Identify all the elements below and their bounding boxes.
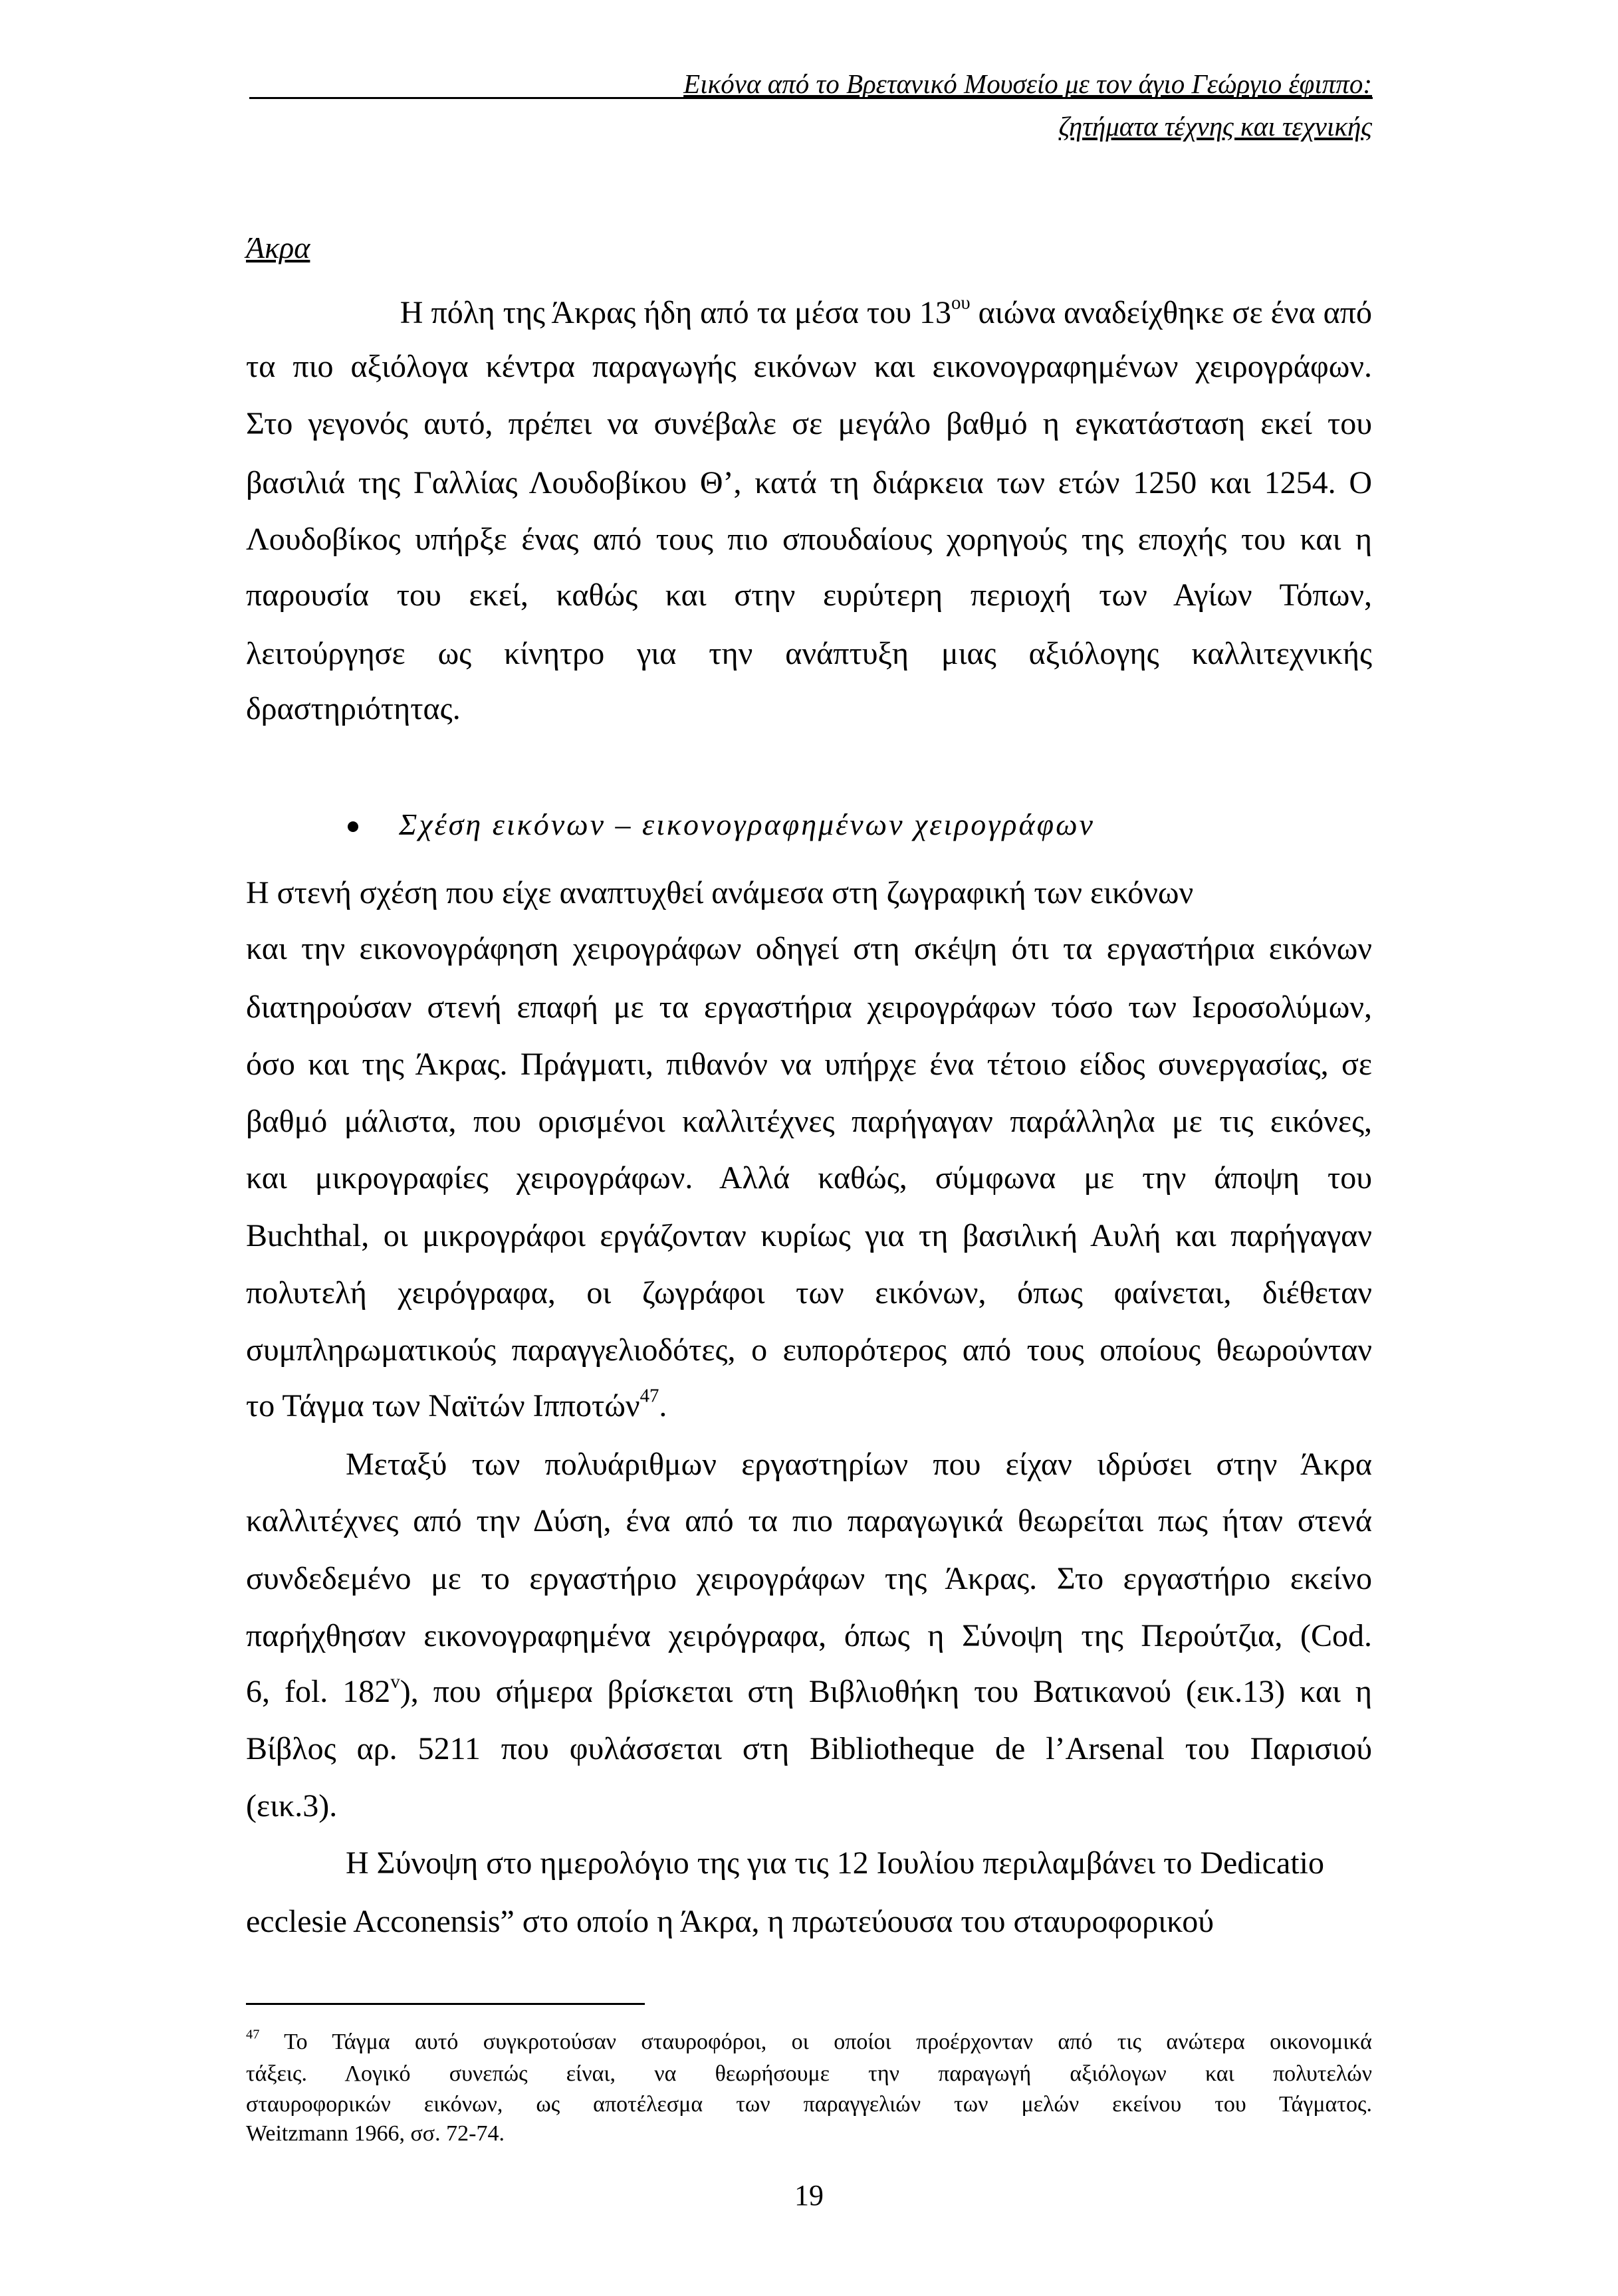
bullet-icon [348, 821, 358, 832]
para3-line6: Βίβλος αρ. 5211 που φυλάσσεται στη Bibliotheque de l’Arsenal του Παρισιού [246, 1731, 1372, 1766]
para3-line2: καλλιτέχνες από την Δύση, ένα από τα πιο παραγωγικά θεωρείται πως ήταν στενά [246, 1503, 1372, 1538]
para4-line1: Η Σύνοψη στο ημερολόγιο της για τις 12 Ιουλίου περιλαμβάνει το Dedicatio [346, 1845, 1324, 1881]
para1-line7: λειτούργησε ως κίνητρο για την ανάπτυξη μιας αξιόλογης καλλιτεχνικής [246, 636, 1372, 671]
para2-line5: βαθμό μάλιστα, που ορισμένοι καλλιτέχνες παρήγαγαν παράλληλα με τις εικόνες, [246, 1104, 1372, 1139]
para1-line8: δραστηριότητας. [246, 691, 461, 726]
para2-line6: και μικρογραφίες χειρογράφων. Αλλά καθώς, σύμφωνα με την άποψη του [246, 1160, 1372, 1196]
page-number: 19 [794, 2179, 824, 2212]
para2-line10: το Τάγμα των Ναϊτών Ιπποτών$^{47}$. [246, 1385, 667, 1423]
para2-line1: Η στενή σχέση που είχε αναπτυχθεί ανάμεσα στη ζωγραφική των εικόνων [246, 875, 1194, 910]
footnote-line4: Weitzmann 1966, σσ. 72-74. [246, 2121, 505, 2146]
footnote-rule [246, 2003, 645, 2005]
para2-line7: Buchthal, οι μικρογράφοι εργάζονταν κυρίως για τη βασιλική Αυλή και παρήγαγαν [246, 1218, 1372, 1253]
para4-line2: ecclesie Acconensis” στο οποίο η Άκρα, η πρωτεύουσα του σταυροφορικού [246, 1904, 1214, 1939]
para3-line7: (εικ.3). [246, 1788, 338, 1824]
footnote-line3: σταυροφορικών εικόνων, ως αποτέλεσμα των παραγγελιών των μελών εκείνου του Τάγματος. [246, 2092, 1372, 2117]
para2-line3: διατηρούσαν στενή επαφή με τα εργαστήρια χειρογράφων τόσο των Ιεροσολύμων, [246, 990, 1372, 1025]
running-header-line1: Εικόνα από το Βρετανικό Μουσείο με τον άγιο Γεώργιο έφιππο: [683, 68, 1372, 99]
section-title: Άκρα [246, 231, 310, 264]
para1-line4: βασιλιά της Γαλλίας Λουδοβίκου Θ’, κατά τη διάρκεια των ετών 1250 και 1254. Ο [246, 465, 1372, 500]
para2-line9: συμπληρωματικούς παραγγελιοδότες, ο ευπορότερος από τους οποίους θεωρούνταν [246, 1332, 1372, 1368]
para1-line6: παρουσία του εκεί, καθώς και στην ευρύτερη περιοχή των Αγίων Τόπων, [246, 577, 1372, 613]
para3-line1: Μεταξύ των πολυάριθμων εργαστηρίων που είχαν ιδρύσει στην Άκρα [346, 1447, 1372, 1482]
para3-line4: παρήχθησαν εικονογραφημένα χειρόγραφα, όπως η Σύνοψη της Περούτζια, (Cod. [246, 1618, 1372, 1653]
para1-line2: τα πιο αξιόλογα κέντρα παραγωγής εικόνων και εικονογραφημένων χειρογράφων. [246, 349, 1372, 384]
footnote-line1: $^{47}$ Το Τάγμα αυτό συγκροτούσαν σταυροφόροι, οι οποίοι προέρχονταν από τις ανώτερα οικονομικά [246, 2027, 1372, 2054]
para2-line8: πολυτελή χειρόγραφα, οι ζωγράφοι των εικόνων, όπως φαίνεται, διέθεταν [246, 1275, 1372, 1310]
para2-line2: και την εικονογράφηση χειρογράφων οδηγεί στη σκέψη ότι τα εργαστήρια εικόνων [246, 931, 1372, 966]
para2-line4: όσο και της Άκρας. Πράγματι, πιθανόν να υπήρχε ένα τέτοιο είδος συνεργασίας, σε [246, 1047, 1372, 1082]
para1-line3: Στο γεγονός αυτό, πρέπει να συνέβαλε σε μεγάλο βαθμό η εγκατάσταση εκεί του [246, 406, 1372, 441]
para3-line5: 6, fol. 182$^v$), που σήμερα βρίσκεται στη Βιβλιοθήκη του Βατικανού (εικ.13) και η [246, 1671, 1373, 1709]
para1-line5: Λουδοβίκος υπήρξε ένας από τους πιο σπουδαίους χορηγούς της εποχής του και η [246, 522, 1372, 557]
running-header-line2: ζητήματα τέχνης και τεχνικής [1058, 111, 1372, 142]
footnote-line2: τάξεις. Λογικό συνεπώς είναι, να θεωρήσουμε την παραγωγή αξιόλογων και πολυτελών [246, 2061, 1372, 2086]
para1-line1: Η πόλη της Άκρας ήδη από τα μέσα του $13^{o\upsilon}$ αιώνα αναδείχθηκε σε ένα από [400, 292, 1372, 330]
para3-line3: συνδεδεμένο με το εργαστήριο χειρογράφων της Άκρας. Στο εργαστήριο εκείνο [246, 1561, 1372, 1596]
bullet-heading: Σχέση εικόνων – εικονογραφημένων χειρογράφων [399, 807, 1095, 841]
